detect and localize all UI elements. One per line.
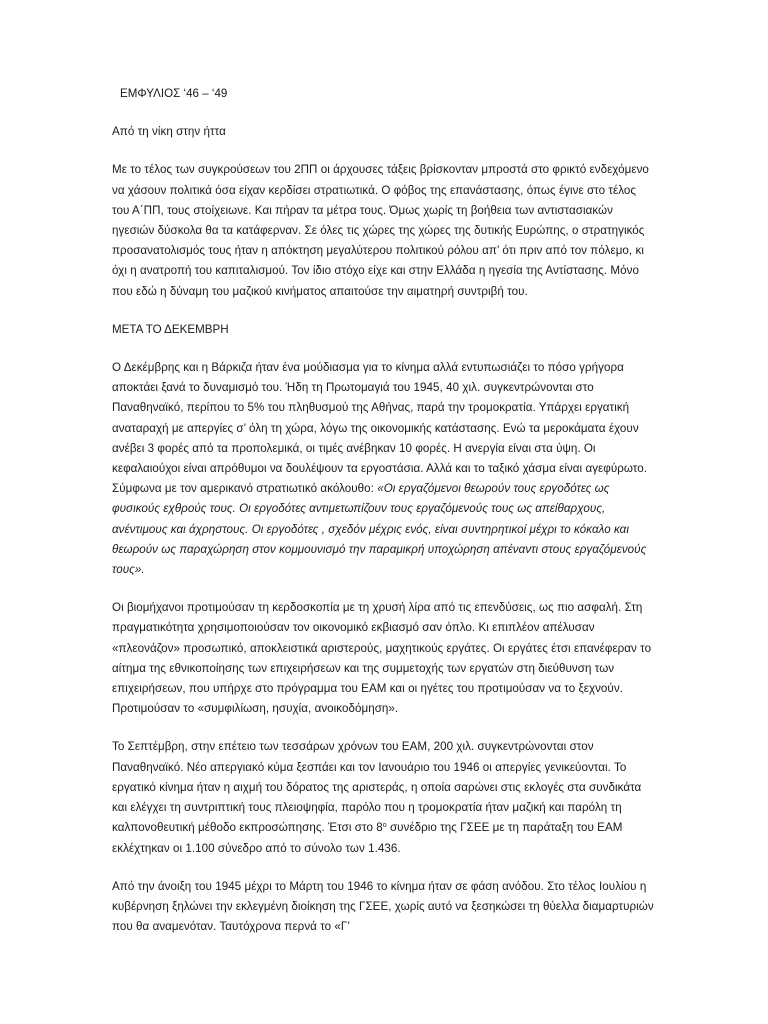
paragraph-1: Με το τέλος των συγκρούσεων του 2ΠΠ οι άρχουσες τάξεις βρίσκονταν μπροστά στο φρικτό ενδεχόμενο να χάσουν πολιτικά όσα είχαν κερδίσει στρατιωτικά. Ο φόβος της επανάστασης, όπως έγινε στο τέλος του Α΄ΠΠ, τους στοίχειωνε. Και πήραν τα μέτρα τους. Όμως χωρίς τη βοήθεια των αντιστασιακών ηγεσιών δύσκολα θα τα κατάφερναν. Σε όλες τις χώρες της χώρες της δυτικής Ευρώπης, ο στρατηγικός προσανατολισμός τους ήταν η απόκτηση μεγαλύτερου πολιτικού ρόλου απ’ ότι πριν από τον πόλεμο, κι όχι η ανατροπή του καπιταλισμού. Τον ίδιο στόχο είχε και στην Ελλάδα η ηγεσία της Αντίστασης. Μόνο που εδώ η δύναμη του μαζικού κινήματος απαιτούσε την αιματηρή συντριβή του. bbox=[112, 163, 649, 298]
document-page bbox=[112, 84, 654, 955]
paragraph-4-text-a: Το Σεπτέμβρη, στην επέτειο των τεσσάρων χρόνων του ΕΑΜ, 200 χιλ. συγκεντρώνονται στον Παναθηναϊκό. Νέο απεργιακό κύμα ξεσπάει και τον Ιανουάριο του 1946 οι απεργίες γενικεύονται. Το εργατικό κίνημα ήταν η αιχμή του δόρατος της αριστεράς, η οποία σαρώνει στις εκλογές στα συνδικάτα και ελέγχει τη συντριπτική τους πλειοψηφία, παρόλο που η τρομοκρατία ήταν μαζική και παρόλη τη καλπονοθευτική μέθοδο εκπροσώπησης. Έτσι στο 8 bbox=[112, 740, 642, 835]
paragraph-2-quote: «Οι εργαζόμενοι θεωρούν τους εργοδότες ως φυσικούς εχθρούς τους. Οι εργοδότες αντιμετωπίζουν τους εργαζόμενούς τους ως απείθαρχους, ανέντιμους και άχρηστους. Οι εργοδότες , σχεδόν μέχρις ενός, είναι συντηρητικοί μέχρι το κόκαλο και θεωρούν ως παραχώρηση στον κομμουνισμό την παραμικρή υποχώρηση απέναντι στους εργαζόμενούς τους». bbox=[112, 482, 647, 577]
document-title: ΕΜΦΥΛΙΟΣ ‘46 – ‘49 bbox=[120, 87, 228, 100]
paragraph-2-text: Ο Δεκέμβρης και η Βάρκιζα ήταν ένα μούδιασμα για το κίνημα αλλά εντυπωσιάζει το πόσο γρήγορα αποκτάει ξανά το δυναμισμό του. Ήδη τη Πρωτομαγιά του 1945, 40 χιλ. συγκεντρώνονται στο Παναθηναϊκό, περίπου το 5% του πληθυσμού της Αθήνας, παρά την τρομοκρατία. Υπάρχει εργατική αναταραχή με απεργίες σ’ όλη τη χώρα, λόγω της οικονομικής κατάστασης. Ενώ τα μεροκάματα έχουν ανέβει 3 φορές από τα προπολεμικά, οι τιμές ανέβηκαν 10 φορές. Η ανεργία είναι στα ύψη. Οι κεφαλαιούχοι είναι απρόθυμοι να δουλέψουν τα εργοστάσια. Αλλά και το ταξικό χάσμα είναι αγεφύρωτο. Σύμφωνα με τον αμερικανό στρατιωτικό ακόλουθο: bbox=[112, 361, 648, 496]
paragraph-4 bbox=[112, 737, 654, 858]
ordinal-superscript: ο bbox=[382, 822, 387, 830]
paragraph-3: Οι βιομήχανοι προτιμούσαν τη κερδοσκοπία με τη χρυσή λίρα από τις επενδύσεις, ως πιο ασφαλή. Στη πραγματικότητα χρησιμοποιούσαν τον οικονομικό εκβιασμό σαν όπλο. Κι επιπλέον απέλυσαν «πλεονάζον» προσωπικό, αποκλειστικά αριστερούς, μαχητικούς εργάτες. Οι εργάτες έτσι επανέφεραν το αίτημα της εθνικοποίησης των επιχειρήσεων και της συμμετοχής των εργατών στη διεύθυνση των επιχειρήσεων, που υπήρχε στο πρόγραμμα του ΕΑΜ και οι ηγέτες του προτιμούσαν να το ξεχνούν. Προτιμούσαν το «συμφιλίωση, ησυχία, ανοικοδόμηση». bbox=[112, 601, 652, 716]
paragraph-2 bbox=[112, 358, 654, 580]
section-heading: ΜΕΤΑ ΤΟ ΔΕΚΕΜΒΡΗ bbox=[112, 322, 229, 336]
paragraph-4-text-b: συνέδριο της ΓΣΕΕ με τη παράταξη του ΕΑΜ εκλέχτηκαν οι 1.100 σύνεδρο από το σύνολο των 1.436. bbox=[112, 821, 623, 855]
paragraph-5: Από την άνοιξη του 1945 μέχρι το Μάρτη του 1946 το κίνημα ήταν σε φάση ανόδου. Στο τέλος Ιουλίου η κυβέρνηση ξηλώνει την εκλεγμένη διοίκηση της ΓΣΕΕ, χωρίς αυτό να ξεσηκώσει τη θύελλα διαμαρτυριών που θα αναμενόταν. Ταυτόχρονα περνά το «Γ’ bbox=[112, 879, 654, 934]
document-subtitle: Από τη νίκη στην ήττα bbox=[112, 125, 226, 139]
